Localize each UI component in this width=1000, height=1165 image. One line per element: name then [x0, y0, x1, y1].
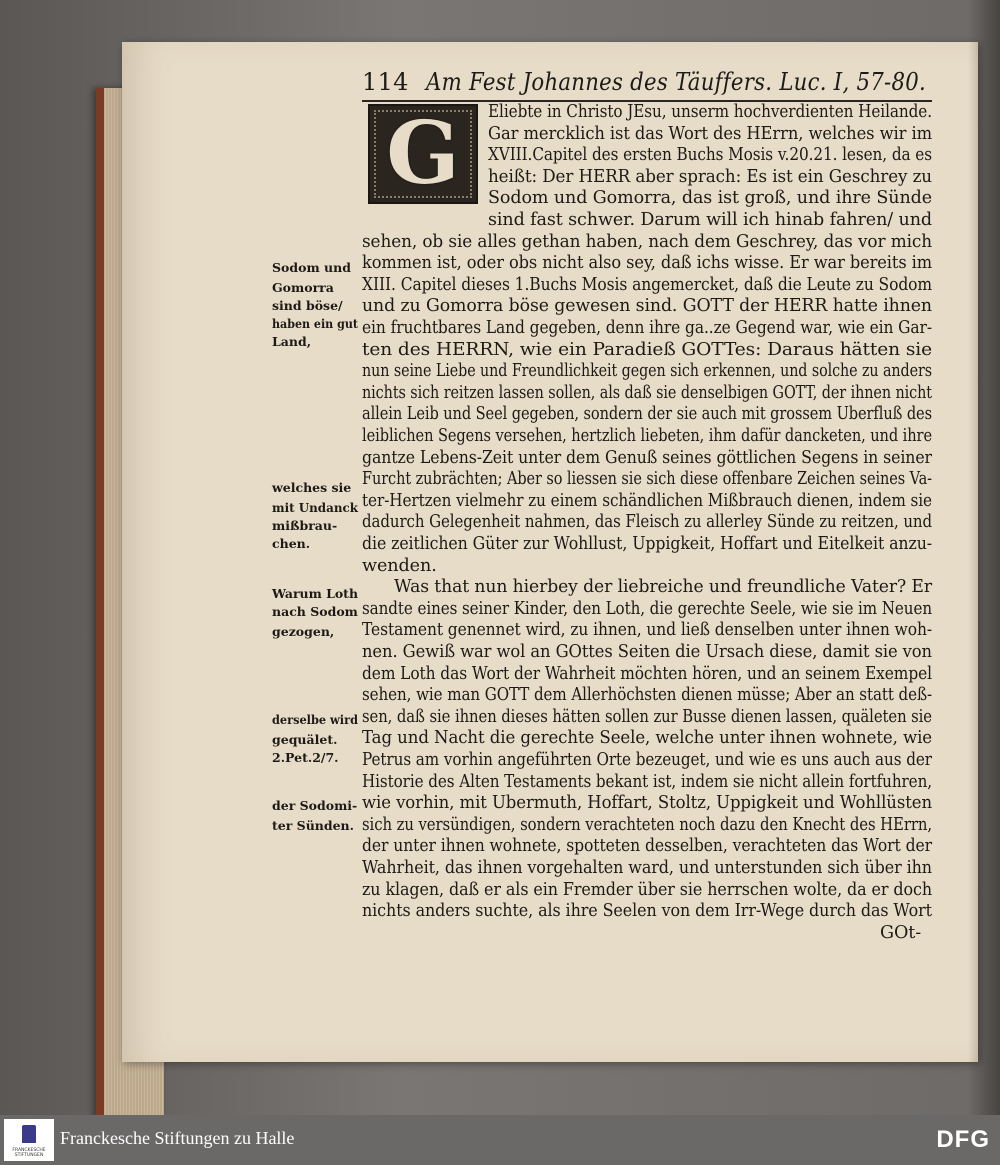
margin-note: Gomorra — [272, 280, 334, 295]
drop-cap-initial — [368, 104, 478, 204]
running-head — [362, 66, 932, 102]
text-line: Gar mercklich ist das Wort des HErrn, welches wir im — [488, 123, 932, 144]
institution-logo[interactable] — [4, 1119, 54, 1161]
logo-caption: FRANCKESCHE STIFTUNGEN — [12, 1148, 46, 1158]
margin-note: ter Sünden. — [272, 818, 355, 833]
text-line: Historie des Alten Testaments bekant ist, indem sie nicht allein fortfuhren, — [362, 771, 932, 792]
text-line: Testament genennet wird, zu ihnen, und ließ denselben unter ihnen woh- — [362, 620, 932, 641]
text-line: der unter ihnen wohnete, spotteten desselben, verachteten das Wort der — [362, 836, 932, 857]
margin-note: der Sodomi- — [272, 798, 358, 813]
text-line: sehen, wie man GOTT dem Allerhöchsten dienen müsse; Aber an statt deß- — [362, 685, 932, 706]
text-line: nun seine Liebe und Freundlichkeit gegen sich erkennen, und solche zu anders — [362, 361, 932, 382]
margin-note: gequälet. — [272, 732, 338, 747]
margin-note: Warum Loth — [272, 586, 358, 601]
text-line: Was that nun hierbey der liebreiche und freundliche Vater? Er — [394, 577, 932, 598]
margin-note: 2.Pet.2/7. — [272, 750, 339, 765]
text-line: ter-Hertzen vielmehr zu einem schändlichen Mißbrauch dienen, indem sie — [362, 490, 932, 511]
text-line: Eliebte in Christo JEsu, unserm hochverdienten Heilande. — [488, 102, 932, 122]
text-line: und zu Gomorra böse gewesen sind. GOTT der HERR hatte ihnen — [362, 296, 932, 317]
margin-note: nach Sodom — [272, 604, 358, 619]
institution-name[interactable]: Franckesche Stiftungen zu Halle — [60, 1128, 295, 1148]
dfg-logo[interactable]: DFG — [936, 1126, 990, 1153]
spine-shadow — [968, 0, 1000, 1115]
text-line: nen. Gewiß war wol an GOttes Seiten die Ursach diese, damit sie von — [362, 642, 932, 662]
text-line: Wahrheit, das ihnen vorgehalten ward, und unterstunden sich über ihn — [362, 858, 932, 878]
text-line: sandte eines seiner Kinder, den Loth, die gerechte Seele, wie sie im Neuen — [362, 598, 932, 619]
footer-bar — [0, 1115, 1000, 1165]
text-line: sind fast schwer. Darum will ich hinab fahren/ und — [488, 210, 932, 230]
text-line: nichts anders suchte, als ihre Seelen von dem Irr-Wege durch das Wort — [362, 901, 932, 922]
drop-cap-letter: G — [386, 103, 460, 204]
margin-note: gezogen, — [272, 624, 335, 639]
text-line: ten des HERRN, wie ein Paradieß GOTTes: Daraus hätten sie — [362, 339, 932, 360]
text-line: Sodom und Gomorra, das ist groß, und ihre Sünde — [488, 188, 932, 209]
margin-note: mißbrau- — [272, 518, 338, 533]
text-line: wenden. — [362, 555, 437, 576]
margin-note: mit Undanck — [272, 500, 358, 515]
text-line: Petrus am vorhin angeführten Orte bezeuget, und wie es uns auch aus der — [362, 750, 932, 770]
text-line: zu klagen, daß er als ein Fremder über sie herrschen wolte, da er doch — [362, 879, 932, 900]
text-line: die zeitlichen Güter zur Wohllust, Uppigkeit, Hoffart und Eitelkeit anzu- — [362, 534, 932, 554]
text-line: dem Loth das Wort der Wahrheit möchten hören, und an seinem Exempel — [362, 663, 932, 684]
text-line: heißt: Der HERR aber sprach: Es ist ein Geschrey zu — [488, 166, 932, 187]
page-title: Am Fest Johannes des Täuffers. Luc. I, 57-80. — [426, 68, 926, 96]
text-line: XVIII.Capitel des ersten Buchs Mosis v.20.21. lesen, da es — [488, 145, 932, 166]
text-line: sen, daß sie ihnen dieses hätten sollen zur Busse dienen lassen, quäleten sie — [362, 706, 932, 727]
margin-note: Sodom und — [272, 260, 351, 275]
text-line: ein fruchtbares Land gegeben, denn ihre ga..ze Gegend war, wie ein Gar- — [362, 318, 932, 338]
margin-note: chen. — [272, 536, 311, 551]
orphanage-icon — [22, 1125, 36, 1143]
margin-note: Land, — [272, 334, 312, 349]
text-line: GOt- — [880, 922, 922, 943]
text-line: gantze Lebens-Zeit unter dem Genuß seines göttlichen Segens in seiner — [362, 447, 932, 468]
text-line: nichts sich reitzen lassen sollen, als daß sie denselbigen GOTT, der ihnen nicht — [362, 382, 932, 403]
page-number: 114 — [362, 68, 409, 96]
text-line: Furcht zubrächten; Aber so liessen sie sich diese offenbare Zeichen seines Va- — [362, 469, 932, 490]
drop-cap-ornament — [374, 103, 472, 204]
text-line: sich zu versündigen, sondern verachteten noch dazu den Knecht des HErrn, — [362, 814, 932, 835]
margin-note: derselbe wird — [272, 712, 358, 727]
margin-note: welches sie — [272, 480, 352, 495]
text-line: XIII. Capitel dieses 1.Buchs Mosis angemercket, daß die Leute zu Sodom — [362, 274, 932, 295]
margin-note: haben ein gut — [272, 316, 358, 331]
text-line: Tag und Nacht die gerechte Seele, welche unter ihnen wohnete, wie — [362, 728, 932, 749]
margin-note: sind böse/ — [272, 298, 343, 313]
text-line: sehen, ob sie alles gethan haben, nach dem Geschrey, das vor mich — [362, 231, 932, 252]
text-line: wie vorhin, mit Ubermuth, Hoffart, Stoltz, Uppigkeit und Wohllüsten — [362, 793, 932, 814]
text-line: allein Leib und Seel gegeben, sondern der sie auch mit grossem Uberfluß des — [362, 404, 932, 425]
text-line: kommen ist, oder obs nicht also sey, daß ichs wisse. Er war bereits im — [362, 253, 932, 274]
text-line: leiblichen Segens versehen, hertzlich liebeten, ihm dafür dancketen, und ihre — [362, 426, 932, 446]
text-line: dadurch Gelegenheit nahmen, das Fleisch zu allerley Sünde zu reitzen, und — [362, 512, 932, 533]
